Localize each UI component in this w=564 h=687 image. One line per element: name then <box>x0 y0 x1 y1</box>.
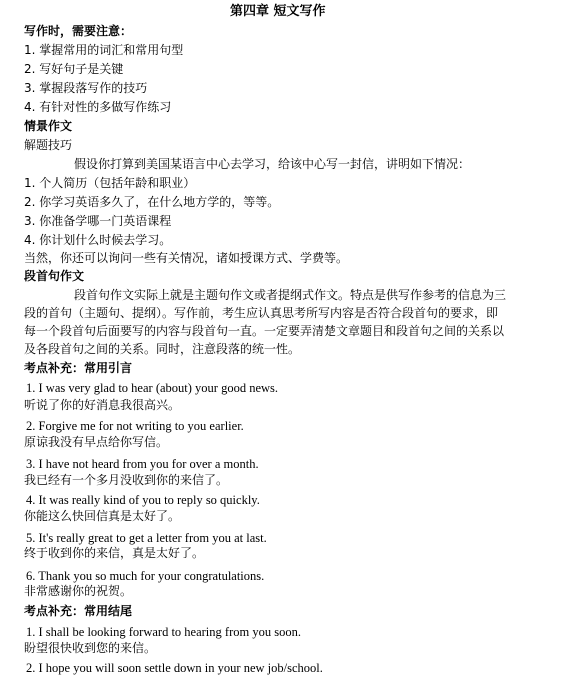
list-item: 4. 你计划什么时候去学习。 <box>24 233 172 247</box>
list-item: 2. 写好句子是关键 <box>24 62 124 76</box>
paragraph-line: 及各段首句之间的关系。同时，注意段落的统一性。 <box>24 342 301 356</box>
chinese-translation: 非常感谢你的祝贺。 <box>24 584 133 598</box>
section-heading: 考点补充：常用结尾 <box>24 604 133 618</box>
chinese-translation: 原谅我没有早点给你写信。 <box>24 435 169 449</box>
chinese-translation: 你能这么快回信真是太好了。 <box>24 509 181 523</box>
list-item: 3. 你准备学哪一门英语课程 <box>24 214 172 228</box>
english-sentence: 1. I shall be looking forward to hearing from you soon. <box>26 625 301 639</box>
list-item: 3. 掌握段落写作的技巧 <box>24 81 148 95</box>
english-sentence: 4. It was really kind of you to reply so quickly. <box>26 493 260 507</box>
paragraph-line: 每一个段首句后面要写的内容与段首句一直。一定要弄清楚文章题目和段首句之间的关系以 <box>24 324 505 338</box>
english-sentence: 6. Thank you so much for your congratulations. <box>26 569 265 583</box>
english-sentence: 3. I have not heard from you for over a month. <box>26 457 259 471</box>
english-sentence: 2. I hope you will soon settle down in your new job/school. <box>26 661 323 675</box>
english-sentence: 5. It's really great to get a letter from you at last. <box>26 531 267 545</box>
chinese-translation: 终于收到你的来信，真是太好了。 <box>24 546 205 560</box>
english-sentence: 2. Forgive me for not writing to you earlier. <box>26 419 244 433</box>
chinese-translation: 我已经有一个多月没收到你的来信了。 <box>24 473 229 487</box>
sub-heading: 解题技巧 <box>24 138 73 152</box>
chinese-translation: 听说了你的好消息我很高兴。 <box>24 398 181 412</box>
section-heading: 考点补充：常用引言 <box>24 361 133 375</box>
section-heading: 段首句作文 <box>24 269 85 283</box>
list-item: 4. 有针对性的多做写作练习 <box>24 100 172 114</box>
list-item: 1. 个人简历（包括年龄和职业） <box>24 176 196 190</box>
section-heading: 情景作文 <box>24 119 73 133</box>
chinese-translation: 盼望很快收到您的来信。 <box>24 641 157 655</box>
list-item: 1. 掌握常用的词汇和常用句型 <box>24 43 184 57</box>
chapter-title: 第四章 短文写作 <box>230 4 326 19</box>
paragraph-line: 段首句作文实际上就是主题句作文或者提纲式作文。特点是供写作参考的信息为三 <box>74 288 507 302</box>
paragraph: 当然，你还可以询问一些有关情况，诸如授课方式、学费等。 <box>24 251 349 265</box>
paragraph-line: 段的首句（主题句、提纲）。写作前，考生应认真思考所写内容是否符合段首句的要求，即 <box>24 306 499 320</box>
list-item: 2. 你学习英语多久了，在什么地方学的，等等。 <box>24 195 280 209</box>
english-sentence: 1. I was very glad to hear (about) your good news. <box>26 381 279 395</box>
section-heading: 写作时，需要注意： <box>24 24 133 38</box>
paragraph: 假设你打算到美国某语言中心去学习，给该中心写一封信，讲明如下情况： <box>74 157 471 171</box>
